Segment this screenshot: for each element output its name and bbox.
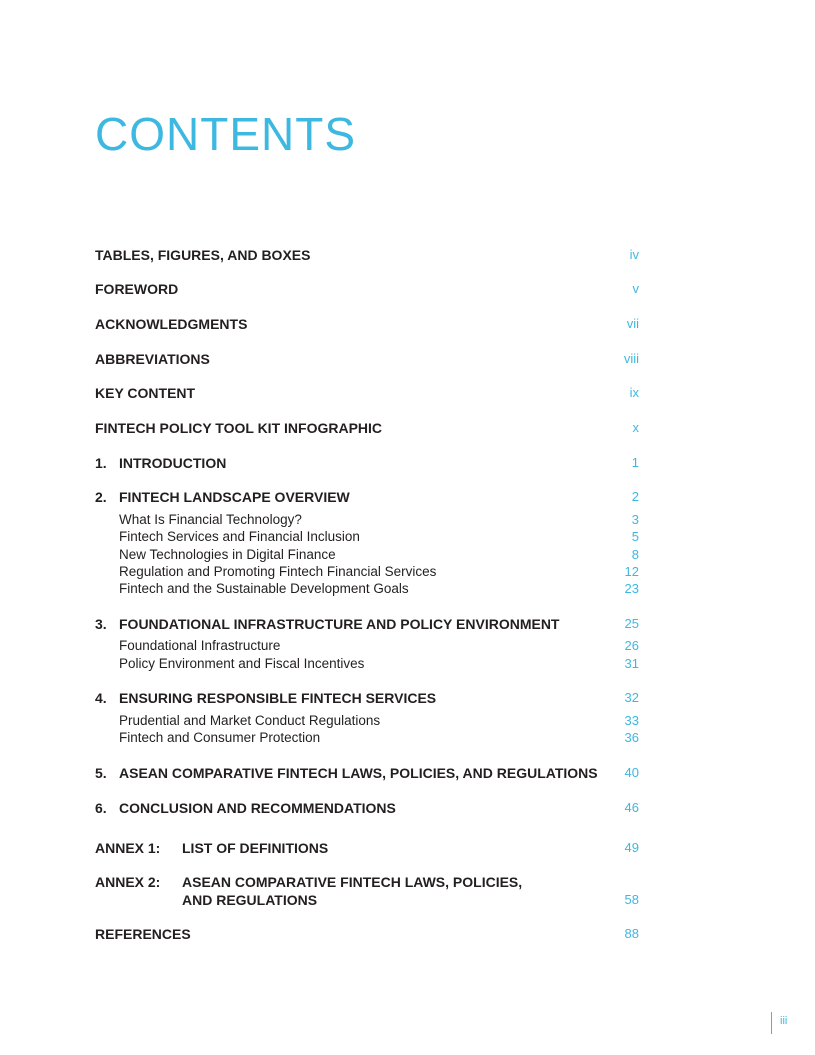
- chapter-page: 40: [624, 765, 639, 780]
- chapter-page: 46: [624, 800, 639, 815]
- section-page: 31: [624, 656, 639, 671]
- chapter-number: 4.: [95, 690, 107, 706]
- section-page: 26: [624, 638, 639, 653]
- chapter-title: ASEAN COMPARATIVE FINTECH LAWS, POLICIES, AND REGULATIONS: [119, 765, 598, 781]
- annex-label: ANNEX 1:: [95, 840, 161, 856]
- section-title: Fintech Services and Financial Inclusion: [119, 529, 360, 544]
- toc-entry-label: ABBREVIATIONS: [95, 351, 210, 367]
- section-title: Fintech and the Sustainable Development Goals: [119, 581, 409, 596]
- chapter-title: FOUNDATIONAL INFRASTRUCTURE AND POLICY ENVIRONMENT: [119, 616, 560, 632]
- annex-page: 49: [624, 840, 639, 855]
- chapter-page: 2: [631, 489, 639, 504]
- section-title: What Is Financial Technology?: [119, 512, 302, 527]
- toc-entry-label: FOREWORD: [95, 281, 179, 297]
- chapter-title: INTRODUCTION: [119, 455, 227, 471]
- chapter-number: 5.: [95, 765, 107, 781]
- toc-entry-page: vii: [626, 316, 639, 331]
- chapter-number: 1.: [95, 455, 107, 471]
- section-title: Policy Environment and Fiscal Incentives: [119, 656, 365, 671]
- section-title: New Technologies in Digital Finance: [119, 547, 336, 562]
- chapter-page: 1: [631, 455, 639, 470]
- section-title: Regulation and Promoting Fintech Financial Services: [119, 564, 437, 579]
- chapter-title: CONCLUSION AND RECOMMENDATIONS: [119, 800, 396, 816]
- toc-entry-label: ACKNOWLEDGMENTS: [95, 316, 248, 332]
- chapter-number: 3.: [95, 616, 107, 632]
- toc-entry-page: x: [632, 420, 639, 435]
- section-page: 5: [631, 529, 639, 544]
- section-title: Prudential and Market Conduct Regulations: [119, 713, 381, 728]
- footer-page-number: iii: [780, 1015, 788, 1027]
- section-page: 12: [624, 564, 639, 579]
- page-title: CONTENTS: [95, 108, 356, 160]
- toc-entry-page: iv: [629, 247, 639, 262]
- chapter-page: 32: [624, 690, 639, 705]
- toc-entry-label: TABLES, FIGURES, AND BOXES: [95, 247, 311, 263]
- toc-entry-label: REFERENCES: [95, 926, 191, 942]
- toc-entry-page: v: [632, 281, 639, 296]
- annex-title-line-2: AND REGULATIONS: [182, 892, 318, 908]
- chapter-title: ENSURING RESPONSIBLE FINTECH SERVICES: [119, 690, 437, 706]
- section-page: 23: [624, 581, 639, 596]
- toc-entry-page: 88: [624, 926, 639, 941]
- section-page: 8: [631, 547, 639, 562]
- chapter-page: 25: [624, 616, 639, 631]
- toc-entry-page: ix: [629, 385, 639, 400]
- annex-page: 58: [624, 892, 639, 907]
- toc-entry-label: FINTECH POLICY TOOL KIT INFOGRAPHIC: [95, 420, 383, 436]
- annex-label: ANNEX 2:: [95, 874, 161, 890]
- annex-title-line-1: ASEAN COMPARATIVE FINTECH LAWS, POLICIES,: [182, 874, 523, 890]
- section-page: 33: [624, 713, 639, 728]
- toc-entry-page: viii: [623, 351, 639, 366]
- chapter-number: 2.: [95, 489, 107, 505]
- section-title: Fintech and Consumer Protection: [119, 730, 321, 745]
- chapter-number: 6.: [95, 800, 107, 816]
- footer-divider: [771, 1012, 772, 1034]
- annex-title: LIST OF DEFINITIONS: [182, 840, 329, 856]
- section-title: Foundational Infrastructure: [119, 638, 281, 653]
- toc-entry-label: KEY CONTENT: [95, 385, 196, 401]
- section-page: 36: [624, 730, 639, 745]
- section-page: 3: [631, 512, 639, 527]
- chapter-title: FINTECH LANDSCAPE OVERVIEW: [119, 489, 350, 505]
